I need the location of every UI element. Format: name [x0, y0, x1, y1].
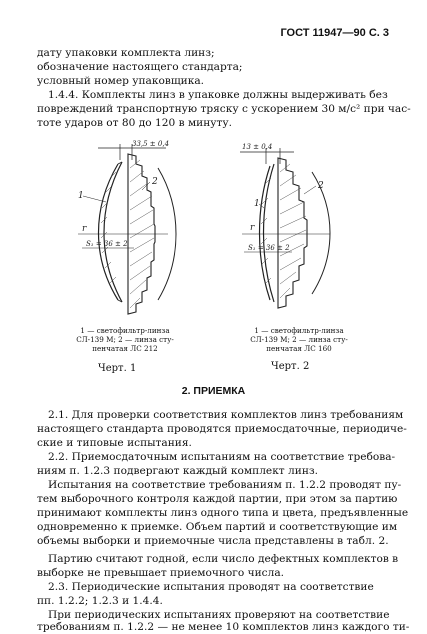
figure-2-caption-line: СЛ-139 М; 2 — линза сту- [250, 335, 348, 344]
text-line: объемы выборки и приемочные числа представлены в табл. 2. [37, 535, 389, 547]
text-line: 1.4.4. Комплекты линз в упаковке должны выдерживать без [48, 89, 388, 101]
text-line: повреждений транспортную тряску с ускорением 30 м/с² при час- [37, 103, 411, 115]
figure-2-dim-bottom: S₁ = 36 ± 2 [248, 244, 290, 252]
text-line: 2.3. Периодические испытания проводят на соответствие [48, 581, 374, 593]
section-title: 2. ПРИЕМКА [181, 385, 246, 397]
text-line: При периодических испытаниях проверяют на соответствие [48, 609, 390, 621]
text-line: выборке не превышает приемочного числа. [37, 567, 284, 579]
figure-2-dim-top: 13 ± 0,4 [242, 143, 273, 151]
page-header: ГОСТ 11947—90 С. 3 [280, 27, 389, 39]
figure-1-dim-bottom: S₁ = 36 ± 2 [86, 240, 128, 248]
text-line: Испытания на соответствие требованиям п. 1.2.2 проводят пу- [48, 479, 402, 491]
text-line: принимают комплекты линз одного типа и цвета, предъявленные [37, 507, 409, 519]
figure-1-label-r: r [82, 224, 87, 234]
figure-2-caption-line: 1 — светофильтр-линза [254, 326, 344, 335]
figure-1-caption-line: СЛ-139 М; 2 — линза сту- [76, 335, 174, 344]
figure-2-title: Черт. 2 [271, 361, 310, 372]
figure-1-title: Черт. 1 [98, 363, 137, 374]
text-line: одновременно к приемке. Объем партий и соответствующие им [37, 521, 398, 533]
text-line: ниям п. 1.2.3 подвергают каждый комплект линз. [37, 465, 319, 477]
figure-2-caption-line: пенчатая ЛС 160 [266, 344, 332, 353]
text-line: ские и типовые испытания. [37, 437, 192, 449]
figure-1-caption-line: 1 — светофильтр-линза [80, 326, 170, 335]
figure-2-label-1: 1 [254, 199, 260, 209]
text-line: дату упаковки комплекта линз; [37, 47, 215, 59]
figure-1-label-2: 2 [152, 177, 158, 187]
text-line: пп. 1.2.2; 1.2.3 и 1.4.4. [37, 595, 163, 607]
text-line: тем выборочного контроля каждой партии, при этом за партию [37, 493, 398, 505]
figure-2-drawing [238, 138, 368, 318]
figure-1-dim-top: 33,5 ± 0,4 [132, 140, 170, 148]
text-line: настоящего стандарта проводятся приемосдаточные, периодиче- [37, 423, 407, 435]
figure-2-label-r: r [250, 223, 255, 233]
figure-1-caption-line: пенчатая ЛС 212 [92, 344, 158, 353]
figure-2-label-2: 2 [318, 181, 324, 191]
text-line: 2.2. Приемосдаточным испытаниям на соответствие требова- [48, 451, 396, 463]
text-line: обозначение настоящего стандарта; [37, 61, 243, 73]
text-line: тоте ударов от 80 до 120 в минуту. [37, 117, 232, 129]
text-line: 2.1. Для проверки соответствия комплектов линз требованиям [48, 409, 404, 421]
figure-1-drawing [58, 138, 188, 318]
figure-1-label-1: 1 [78, 191, 84, 201]
text-line: требованиям п. 1.2.2 — не менее 10 комплектов линз каждого ти- [37, 621, 410, 633]
text-line: Партию считают годной, если число дефектных комплектов в [48, 553, 399, 565]
text-line: условный номер упаковщика. [37, 75, 205, 87]
